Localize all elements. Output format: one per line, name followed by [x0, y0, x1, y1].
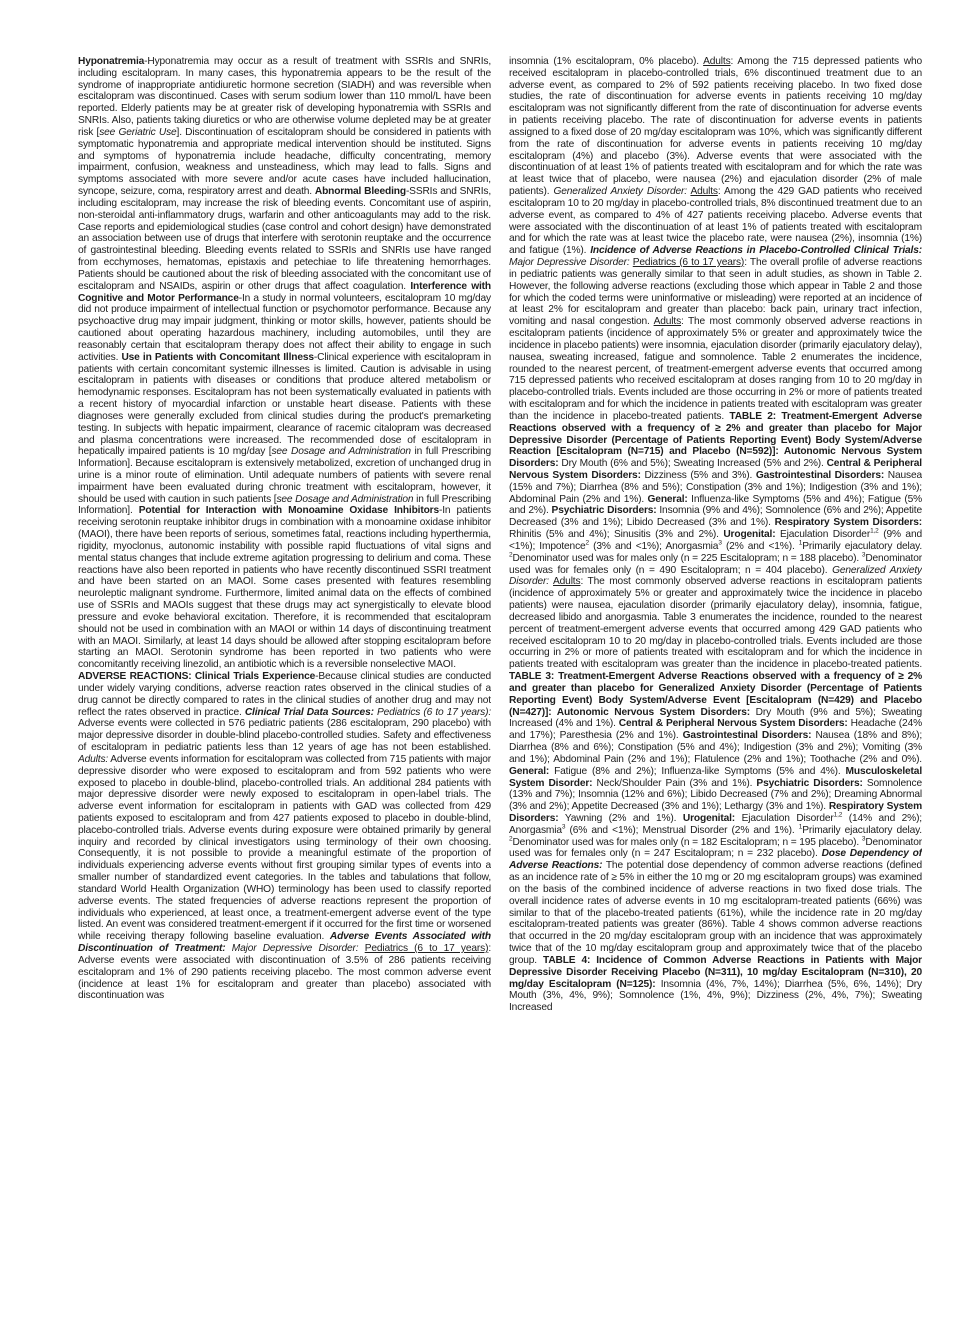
- body-text: Insomnia (9% and 4%); Somnolence (6% and 2%); Appetite Decreased (3% and 1%); Libido Decreased (3% and 1%).: [509, 505, 922, 529]
- body-text: Dry Mouth (9% and 5%); Sweating Increased (4% and 1%).: [509, 706, 922, 730]
- body-text: : Adverse events were associated with discontinuation of 3.5% of 286 patients receiving escitalopram and 1% of 290 patients receiving placebo. The most common adverse event (incidence at least 1% for escitalopram and greater than placebo) associated with discontinuation was: [78, 943, 491, 1002]
- body-text: in full Prescribing Information].: [78, 493, 491, 517]
- body-text: Generalized Anxiety Disorder:: [509, 564, 922, 588]
- footnote-marker: 1: [798, 823, 803, 831]
- section-heading: TABLE 2: Treatment-Emergent Adverse Reactions observed with a frequency of ≥ 2% and greater than placebo for Major Depressive Disorder (Percentage of Patients Reporting Event) Body System/Adverse Reaction [Escitalopram (N=715) and Placebo (N=592)]: Autonomic Nervous System Disorders:: [509, 410, 922, 470]
- body-text: Major Depressive Disorder:: [509, 257, 630, 269]
- body-text: Denominator used was for males only (n = 225 Escitalopram; n = 188 placebo).: [512, 552, 862, 564]
- body-text: Neck/Shoulder Pain (3% and 1%).: [592, 777, 757, 789]
- body-text: (9% and <1%); Impotence: [509, 529, 922, 552]
- body-text: -Clinical experience with escitalopram in patients with certain concomitant systemic illnesses is limited. Caution is advisable in using escitalopram in patients with diseases or conditions that produce altered metabolism or hemodynamic responses. Escitalopram has not been systematically evaluated in patients with a recent history of myocardial infarction or unstable heart disease. Patients with these diagnoses were generally excluded from clinical studies during the product's premarketing testing. In subjects with hepatic impairment, clearance of racemic citalopram was decreased and plasma concentrations were increased. The recommended dose of escitalopram in hepatically impaired patients is 10 mg/day [: [78, 351, 491, 458]
- section-heading: Respiratory System Disorders:: [509, 801, 922, 824]
- footnote-marker: 3: [861, 835, 866, 843]
- body-text: The potential dose dependency of common adverse reactions (defined as an incidence rate of ≥ 5% in either the 10 mg or 20 mg escitalopram groups) was examined on the basis of the combined incidence of adverse reactions in two fixed dose trials. The overall incidence rates of adverse events in 10 mg escitalopram-treated patients (66%) was similar to that of the placebo-treated patients (61%), while the incidence rate in 20 mg/day escitalopram-treated patients was greater (86%). Table 4 shows common adverse reactions that occurred in the 20 mg/day escitalopram group with an incidence that was approximately twice that of the 10 mg/day escitalopram group and approximately twice that of the placebo group.: [509, 860, 922, 966]
- body-text: Somnolence (13% and 7%); Insomnia (12% and 6%); Libido Decreased (7% and 2%); Dreaming Abnormal (3% and 2%); Appetite Decreased (3% and 1%); Lethargy (3% and 1%).: [509, 777, 922, 813]
- body-text: Adverse events were collected in 576 pediatric patients (286 escitalopram, 290 placebo) with major depressive disorder in double-blind placebo-controlled studies. Safety and effectiveness of escitalopram in pediatric patients less than 12 years of age has not been established.: [78, 718, 491, 754]
- body-text: Dry Mouth (6% and 5%); Sweating Increased (5% and 2%).: [558, 458, 827, 470]
- body-text: Generalized Anxiety Disorder:: [553, 186, 687, 198]
- section-heading: Gastrointestinal Disorders:: [682, 730, 812, 742]
- section-heading: General:: [647, 493, 688, 505]
- body-text: see Geriatric Use: [99, 126, 177, 138]
- section-heading: Hyponatremia: [78, 56, 145, 67]
- body-text: Nausea (15% and 7%); Diarrhea (8% and 5%); Constipation (3% and 1%); Indigestion (3% and 1%); Abdominal Pain (2% and 1%).: [509, 469, 922, 505]
- section-heading: Gastrointestinal Disorders:: [755, 469, 885, 481]
- section-heading: Respiratory System Disorders:: [774, 517, 922, 529]
- section-heading: Central & Peripheral Nervous System Disorders:: [509, 458, 922, 481]
- section-heading: Musculoskeletal System Disorder:: [509, 765, 922, 789]
- section-heading: Central & Peripheral Nervous System Disorders:: [618, 718, 848, 730]
- left-column-paragraph: [78, 56, 491, 1002]
- right-column-paragraph: [509, 56, 922, 1014]
- footnote-marker: 2: [509, 551, 513, 559]
- section-heading: Interference with Cognitive and Motor Performance: [78, 280, 491, 304]
- document-page: [78, 56, 923, 1286]
- body-text: Adverse events information for escitalopram was collected from 715 patients with major depressive disorder who were exposed to escitalopram and from 592 patients who were exposed to placebo in double-blind, placebo-controlled trials. An additional 284 patients with major depressive disorder were newly exposed to escitalopram in open-label trials. The adverse event information for escitalopram in patients with GAD was collected from 429 patients exposed to escitalopram and from 427 patients exposed to placebo in double-blind, placebo-controlled trials. Adverse events during exposure were obtained primarily by general inquiry and recorded by clinical investigators using terminology of their own choosing. Consequently, it is not possible to provide a meaningful estimate of the proportion of individuals experiencing adverse events without first grouping similar types of events into a smaller number of standardized event categories. In the tables and tabulations that follow, standard World Health Organization (WHO) terminology has been used to classify reported adverse events. The stated frequencies of adverse reactions represent the proportion of individuals who experienced, at least once, a treatment-emergent adverse event of the type listed. An event was considered treatment-emergent if it occurred for the first time or worsened while receiving therapy following baseline evaluation.: [78, 753, 491, 943]
- body-text: Adults:: [78, 753, 109, 765]
- body-text: -In patients receiving serotonin reuptake inhibitor drugs in combination with a monoamine oxidase inhibitor (MAOI), there have been reports of serious, sometimes fatal, reactions including hyperthermia, rigidity, myoclonus, autonomic instability with possible rapid fluctuations of vital signs and mental status changes that include extreme agitation progressing to delirium and coma. These reactions have also been reported in patients who have recently discontinued SSRI treatment and have been started on an MAOI. Some cases presented with features resembling neuroleptic malignant syndrome. Furthermore, limited animal data on the effects of combined use of SSRIs and MAOIs suggest that these drugs may act synergistically to elevate blood pressure and evoke behavioral excitation. Therefore, it is recommended that escitalopram should not be used in combination with an MAOI or within 14 days of discontinuing treatment with an MAOI. Similarly, at least 14 days should be allowed after stopping escitalopram before starting an MAOI. Serotonin syndrome has been reported in two patients who were concomitantly receiving linezolid, an antibiotic which is a reversible nonselective MAOI.: [78, 505, 491, 671]
- body-text: see Dosage and Administration: [276, 493, 414, 505]
- footnote-marker: 3: [718, 539, 722, 547]
- section-heading: Psychiatric Disorders:: [756, 777, 863, 789]
- body-text: see Dosage and Administration: [271, 446, 411, 458]
- footnote-marker: 1: [798, 539, 803, 547]
- section-heading: TABLE 4: Incidence of Common Adverse Reactions in Patients with Major Depressive Disorder Receiving Placebo (N=311), 10 mg/day Escitalopram (N=310), 20 mg/day Escitalopram (N=125):: [509, 954, 922, 990]
- body-text: Major Depressive Disorder:: [225, 943, 359, 955]
- body-text: Denominator used was for males only (n = 182 Escitalopram; n = 195 placebo).: [512, 836, 862, 848]
- body-text: -SSRIs and SNRIs, including escitalopram, may increase the risk of bleeding events. Concomitant use of aspirin, non-steroidal anti-inflammatory drugs, warfarin and other anticoagulants may add to the risk. Case reports and epidemiological studies (case control and cohort design) have demonstrated an association between use of drugs that interfere with serotonin reuptake and the occurrence of gastrointestinal bleeding. Bleeding events related to SSRIs and SNRIs use have ranged from ecchymoses, hematomas, epistaxis and petechiae to life threatening hemorrhages. Patients should be cautioned about the risk of bleeding associated with the concomitant use of escitalopram and NSAIDs, aspirin or other drugs that affect coagulation.: [78, 186, 491, 292]
- body-text: Dizziness (5% and 3%).: [640, 469, 756, 481]
- section-heading: Dose Dependency of Adverse Reactions:: [509, 848, 922, 872]
- section-heading: Incidence of Adverse Reactions in Placebo-Controlled Clinical Trials:: [590, 245, 922, 257]
- body-text: Primarily ejaculatory delay.: [802, 824, 922, 836]
- body-text: (14% and 2%); Anorgasmia: [509, 813, 922, 836]
- body-text: Denominator used was for females only (n = 490 Escitalopram; n = 404 placebo).: [509, 552, 922, 576]
- body-text: Pediatrics (6 to 17 years):: [373, 706, 491, 718]
- left-text-column: [78, 56, 491, 1286]
- body-text: in full Prescribing Information]. Because escitalopram is extensively metabolized, excretion of unchanged drug in urine is a minor route of elimination. Until adequate numbers of patients with severe renal impairment have been evaluated during chronic treatment with escitalopram, however, it should be used with caution in such patients [: [78, 446, 491, 505]
- section-heading: ADVERSE REACTIONS: Clinical Trials Experience: [78, 671, 316, 683]
- section-heading: Adverse Events Associated with Discontinuation of Treatment:: [78, 931, 491, 955]
- body-text: : Among the 715 depressed patients who received escitalopram in placebo-controlled trials, 6% discontinued treatment due to an adverse event, as compared to 2% of 592 patients receiving placebo. In two fixed dose studies, the rate of discontinuation for adverse events in patients receiving 10 mg/day escitalopram was not significantly different from the rate of discontinuation for adverse events in patients receiving placebo. The rate of discontinuation for adverse events in patients assigned to a fixed dose of 20 mg/day escitalopram was 10%, which was significantly different from the rate of discontinuation for adverse events in patients receiving 10 mg/day escitalopram (4%) and placebo (3%). Adverse events that were associated with the discontinuation of at least 1% of patients treated with escitalopram and for which the rate was at least twice that of placebo, were nausea (2%) and ejaculation disorder (2% of male patients).: [509, 56, 922, 198]
- footnote-marker: 2: [509, 835, 513, 843]
- body-text: Adults: [690, 186, 718, 198]
- body-text: Ejaculation Disorder: [735, 813, 834, 824]
- body-text: Ejaculation Disorder: [775, 529, 871, 541]
- body-text: insomnia (1% escitalopram, 0% placebo).: [509, 56, 704, 67]
- footnote-marker: 3: [561, 823, 566, 831]
- body-text: Pediatrics (6 to 17 years): [364, 943, 489, 955]
- body-text: Nausea (18% and 8%); Diarrhea (8% and 6%); Constipation (5% and 4%); Indigestion (3% and 2%); Vomiting (3% and 1%); Abdominal Pain (2% and 1%); Flatulence (2% and 1%); Toothache (2% and 0%).: [509, 730, 922, 765]
- body-text: Adults: [703, 56, 731, 67]
- body-text: : Among the 429 GAD patients who received escitalopram 10 to 20 mg/day in placebo-controlled trials, 8% discontinued treatment due to an adverse event, as compared to 4% of 427 patients receiving placebo. Adverse events that were associated with the discontinuation of at least 1% of patients treated with escitalopram and for which the rate was at least twice the placebo rate, were nausea (2%), insomnia (1%) and fatigue (1%).: [509, 186, 922, 257]
- section-heading: Psychiatric Disorders:: [551, 505, 657, 517]
- body-text: Pediatrics (6 to 17 years): [632, 257, 745, 269]
- body-text: (3% and <1%); Anorgasmia: [589, 540, 719, 552]
- body-text: Fatigue (8% and 2%); Influenza-like Symptoms (5% and 4%).: [549, 765, 846, 777]
- body-text: Insomnia (4%, 7%, 14%); Diarrhea (5%, 6%, 14%); Dry Mouth (3%, 4%, 9%); Somnolence (1%, 4%, 9%); Dizziness (2%, 4%, 7%); Sweating Increased: [509, 978, 922, 1014]
- body-text: Adults: [653, 316, 682, 328]
- section-heading: TABLE 3: Treatment-Emergent Adverse Reactions observed with a frequency of ≥ 2% and greater than placebo for Generalized Anxiety Disorder (Percentage of Patients Reporting Event) Body System/Adverse Event [Escitalopram (N=429) and Placebo (N=427)]: Autonomic Nervous System Disorders:: [509, 671, 922, 718]
- body-text: : The overall profile of adverse reactions in pediatric patients was generally similar to that seen in adult studies, as shown in Table 2. However, the following adverse reactions (excluding those which appear in Table 2 and those for which the coded terms were uninformative or misleading) were reported at an incidence of at least 2% for escitalopram and greater than placebo: back pain, urinary tract infection, vomiting and nasal congestion.: [509, 257, 922, 328]
- section-heading: Use in Patients with Concomitant Illness: [121, 351, 314, 363]
- right-text-column: [509, 56, 922, 1286]
- footnote-marker: 1,2: [870, 527, 879, 535]
- section-heading: Abnormal Bleeding: [314, 186, 406, 198]
- body-text: -In a study in normal volunteers, escitalopram 10 mg/day did not produce impairment of intellectual function or psychomotor performance. Because any psychoactive drug may impair judgment, thinking or motor skills, however, patients should be cautioned about operating hazardous machinery, including automobiles, until they are reasonably certain that escitalopram therapy does not affect their ability to engage in such activities.: [78, 292, 491, 363]
- body-text: (6% and <1%); Menstrual Disorder (2% and 1%).: [565, 824, 799, 836]
- footnote-marker: 1,2: [833, 811, 843, 819]
- body-text: : The most commonly observed adverse reactions in escitalopram patients (incidence of approximately 5% or greater and approximately twice the incidence in placebo patients) were nausea, ejaculation disorder (primarily ejaculatory delay), insomnia, fatigue, decreased libido and anorgasmia. Table 3 enumerates the incidence, rounded to the nearest percent of treatment-emergent adverse events that occurred among 429 GAD patients who received escitalopram 10 to 20 mg/day in placebo-controlled trials. Events included are those occurring in 2% or more of patients treated with escitalopram and for which the incidence in patients treated with escitalopram was greater than the incidence in placebo-treated patients.: [509, 576, 922, 671]
- section-heading: Urogenital:: [723, 529, 776, 541]
- body-text: (2% and <1%).: [721, 540, 799, 552]
- footnote-marker: 2: [585, 539, 589, 547]
- body-text: Yawning (2% and 1%).: [558, 813, 683, 824]
- body-text: Primarily ejaculatory delay.: [802, 540, 922, 552]
- body-text: -Because clinical studies are conducted under widely varying conditions, adverse reaction rates observed in the clinical studies of a drug cannot be directly compared to rates in the clinical studies of another drug and may not reflect the rates observed in practice.: [78, 671, 491, 718]
- body-text: : The most commonly observed adverse reactions in escitalopram patients (incidence of approximately 5% or greater and approximately twice the incidence in placebo patients) were insomnia, ejaculation disorder (primarily ejaculatory delay), nausea, sweating increased, fatigue and somnolence. Table 2 enumerates the incidence, rounded to the nearest percent, of treatment-emergent adverse events that occurred among 715 depressed patients who received escitalopram at doses ranging from 10 to 20 mg/day in placebo-controlled trials. Events included are those occurring in 2% or more of patients treated with escitalopram and for which the incidence in patients treated with escitalopram was greater than the incidence in placebo-treated patients.: [509, 316, 922, 422]
- body-text: -Hyponatremia may occur as a result of treatment with SSRIs and SNRIs, including escitalopram. In many cases, this hyponatremia appears to be the result of the syndrome of inappropriate antidiuretic hormone secretion (SIADH) and was reversible when escitalopram was discontinued. Cases with serum sodium lower than 110 mmol/L have been reported. Elderly patients may be at greater risk of developing hyponatremia with SSRIs and SNRIs. Also, patients taking diuretics or who are otherwise volume depleted may be at greater risk [: [78, 56, 491, 138]
- body-text: Rhinitis (5% and 4%); Sinusitis (3% and 2%).: [509, 529, 724, 541]
- body-text: Adults: [553, 576, 581, 588]
- body-text: Denominator used was for females only (n = 247 Escitalopram; n = 232 placebo).: [509, 836, 922, 860]
- section-heading: Clinical Trial Data Sources:: [244, 706, 374, 718]
- body-text: ]. Discontinuation of escitalopram should be considered in patients with symptomatic hyponatremia and appropriate medical intervention should be instituted. Signs and symptoms of hyponatremia include headache, difficulty concentrating, memory impairment, confusion, weakness and unsteadiness, which may lead to falls. Signs and symptoms associated with more severe and/or acute cases have included hallucination, syncope, seizure, coma, respiratory arrest and death.: [78, 126, 491, 198]
- body-text: Headache (24% and 17%); Paresthesia (2% and 1%).: [509, 718, 922, 742]
- section-heading: Urogenital:: [682, 813, 736, 824]
- footnote-marker: 3: [861, 551, 866, 559]
- section-heading: General:: [509, 765, 550, 777]
- section-heading: Potential for Interaction with Monoamine Oxidase Inhibitors: [138, 505, 439, 517]
- body-text: Influenza-like Symptoms (5% and 4%); Fatigue (5% and 2%).: [509, 493, 922, 517]
